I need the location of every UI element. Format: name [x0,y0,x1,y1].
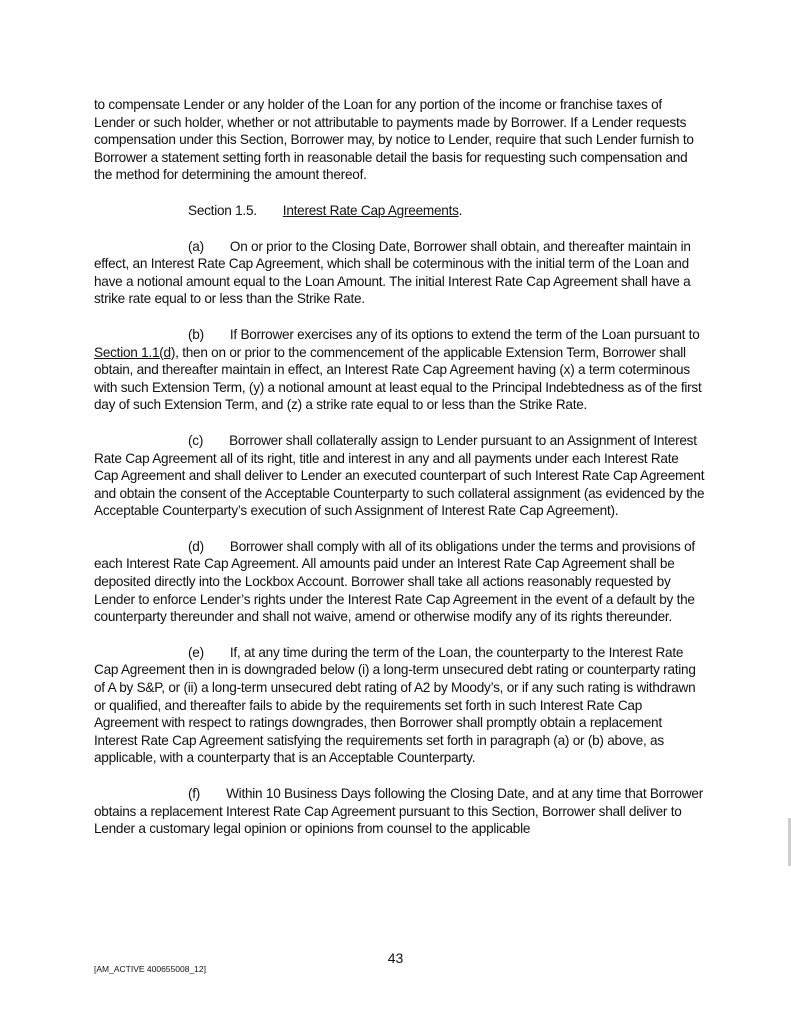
page-number: 43 [387,950,404,966]
paragraph-d [94,538,706,626]
section-title-suffix: . [458,202,463,218]
paragraph-text: Within 10 Business Days following the Closing Date, and at any time that Borrower obtains a replacement Interest Rate Cap Agreement pursuant to this Section, Borrower shall deliver to Lender a customary legal opinion or opinions from counsel to the applicable [94,786,704,837]
paragraph-text: If, at any time during the term of the Loan, the counterparty to the Interest Rate Cap Agreement then in is downgraded below (i) a long-term unsecured debt rating or counterparty rating of A by S&P, or (ii) a long-term unsecured debt rating of A2 by Moody’s, or if any such rating is withdrawn or qualified, and thereafter fails to abide by the requirements set forth in such Interest Rate Cap Agreement with respect to ratings downgrades, then Borrower shall promptly obtain a replacement Interest Rate Cap Agreement satisfying the requirements set forth in paragraph (a) or (b) above, as applicable, with a counterparty that is an Acceptable Counterparty. [94,644,696,766]
paragraph-f [94,785,706,838]
intro-paragraph: to compensate Lender or any holder of the Loan for any portion of the income or franchise taxes of Lender or such holder, whether or not attributable to payments made by Borrower. If a Lender requests compensation under this Section, Borrower may, by notice to Lender, require that such Lender furnish to Borrower a statement setting forth in reasonable detail the basis for requesting such compensation and the method for determining the amount thereof. [94,97,694,183]
paragraph-label: (e) [188,644,204,660]
paragraph-text: On or prior to the Closing Date, Borrower shall obtain, and thereafter maintain in effect, an Interest Rate Cap Agreement, which shall be coterminous with the initial term of the Loan and have a notional amount equal to the Loan Amount. The initial Interest Rate Cap Agreement shall have a strike rate equal to or less than the Strike Rate. [94,238,691,307]
section-reference-link: Section 1.1(d) [94,344,176,360]
paragraph-e [94,644,706,767]
paragraph-text: Borrower shall comply with all of its obligations under the terms and provisions of each Interest Rate Cap Agreement. All amounts paid under an Interest Rate Cap Agreement shall be deposited directly into the Lockbox Account. Borrower shall take all actions reasonably requested by Lender to enforce Lender’s rights under the Interest Rate Cap Agreement in the event of a default by the counterparty thereunder and shall not waive, amend or otherwise modify any of its rights thereunder. [94,538,695,625]
paragraph-b [94,326,706,414]
paragraph-label: (f) [188,786,201,801]
section-number: Section 1.5. [188,202,257,218]
paragraph-label: (d) [188,538,204,554]
paragraph-text: If Borrower exercises any of its options to extend the term of the Loan pursuant to [229,326,700,342]
document-id-footer: [AM_ACTIVE 400655008_12] [94,964,206,974]
paragraph-a [94,238,706,308]
section-title: Interest Rate Cap Agreements [282,202,459,218]
paragraph-text-continued: , then on or prior to the commencement of the applicable Extension Term, Borrower shall obtain, and thereafter maintain in effect, an Interest Rate Cap Agreement having (x) a term coterminous with such Extension Term, (y) a notional amount at least equal to the Principal Indebtedness as of the first day of such Extension Term, and (z) a strike rate equal to or less than the Strike Rate. [94,344,702,413]
section-heading [94,202,706,220]
paragraph-text: Borrower shall collaterally assign to Lender pursuant to an Assignment of Interest Rate Cap Agreement all of its right, title and interest in any and all payments under each Interest Rate Cap Agreement and shall deliver to Lender an executed counterpart of such Interest Rate Cap Agreement and obtain the consent of the Acceptable Counterparty to such collateral assignment (as evidenced by the Acceptable Counterparty’s execution of such Assignment of Interest Rate Cap Agreement). [94,432,705,519]
paragraph-label: (a) [188,238,204,254]
paragraph-c [94,432,706,520]
paragraph-label: (b) [188,326,204,342]
paragraph-label: (c) [188,432,204,448]
body-text [94,96,706,856]
